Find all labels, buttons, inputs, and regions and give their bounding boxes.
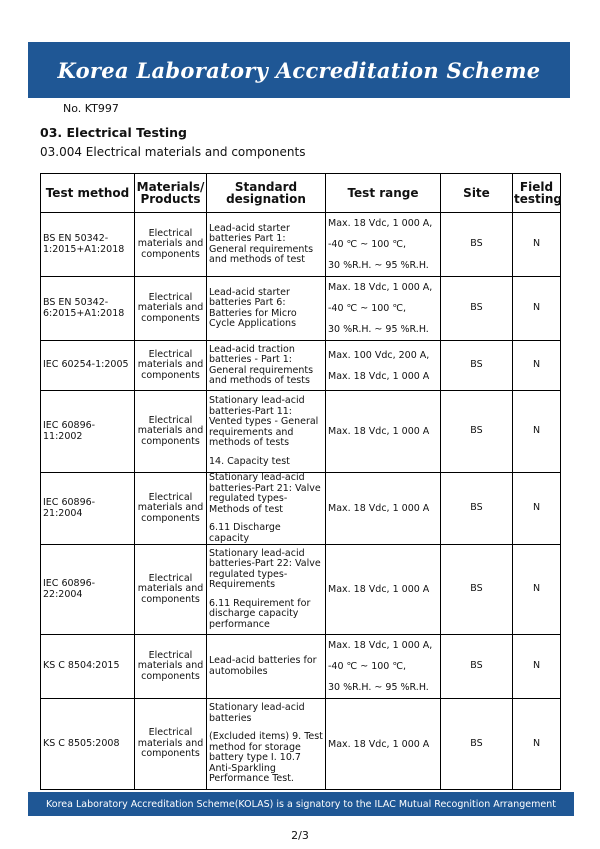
table-header-row [41, 174, 561, 213]
test-range-line: -40 ℃ ~ 100 ℃, [328, 239, 407, 250]
header-title: Korea Laboratory Accreditation Scheme [57, 57, 541, 83]
test-method-cell: IEC 60896-21:2004 [41, 473, 135, 545]
test-range-line: -40 ℃ ~ 100 ℃, [328, 661, 407, 672]
test-range-line: 30 %R.H. ~ 95 %R.H. [328, 682, 429, 693]
test-range-line: Max. 18 Vdc, 1 000 A, [328, 218, 433, 229]
accreditation-table [40, 173, 561, 790]
table-body [41, 213, 561, 790]
standard-title: Stationary lead-acid batteries-Part 11: Vented types - General requirements and methods of tests [209, 395, 319, 448]
site-cell: BS [441, 213, 513, 277]
standard-title: Lead-acid batteries for automobiles [209, 655, 317, 677]
test-range-cell [326, 699, 441, 790]
standard-note: 14. Capacity test [209, 455, 290, 467]
test-range-line: Max. 18 Vdc, 1 000 A [328, 370, 430, 382]
table-row [41, 277, 561, 341]
standard-note: 6.11 Discharge capacity [209, 522, 281, 544]
standard-title: Stationary lead-acid batteries [209, 702, 305, 724]
standard-title: Lead-acid starter batteries Part 6: Batteries for Micro Cycle Applications [209, 286, 297, 329]
materials-cell: Electrical materials and components [135, 635, 207, 699]
test-range-cell [326, 277, 441, 341]
site-cell: BS [441, 473, 513, 545]
field-testing-cell: N [513, 391, 561, 473]
standard-designation-cell [207, 213, 326, 277]
test-method-cell: KS C 8504:2015 [41, 635, 135, 699]
section-title: 03. Electrical Testing [40, 125, 188, 140]
test-range-line: Max. 18 Vdc, 1 000 A, [328, 282, 433, 293]
standard-designation-cell [207, 391, 326, 473]
site-cell: BS [441, 545, 513, 635]
standard-note: (Excluded items) 9. Test method for storage battery type I. 10.7 Anti-Sparkling Performance Test. [209, 731, 323, 785]
standard-title: Stationary lead-acid batteries-Part 21: Valve regulated types-Methods of test [209, 472, 321, 515]
table-row [41, 635, 561, 699]
materials-cell: Electrical materials and components [135, 699, 207, 790]
section-subtitle: 03.004 Electrical materials and components [40, 145, 306, 159]
header-banner [28, 42, 570, 98]
standard-title: Lead-acid traction batteries - Part 1: General requirements and methods of tests [209, 343, 314, 386]
table-row [41, 213, 561, 277]
test-range-cell [326, 341, 441, 391]
test-range-line: Max. 100 Vdc, 200 A, [328, 349, 430, 361]
standard-designation-cell [207, 699, 326, 790]
page-number: 2/3 [291, 829, 309, 842]
field-testing-cell: N [513, 635, 561, 699]
table-row [41, 699, 561, 790]
standard-designation-cell [207, 635, 326, 699]
header-site: Site [441, 174, 513, 213]
test-range-line: Max. 18 Vdc, 1 000 A, [328, 640, 433, 651]
footer-band [28, 792, 574, 816]
standard-title: Stationary lead-acid batteries-Part 22: Valve regulated types-Requirements [209, 547, 321, 591]
header-field-testing: Field testing [513, 174, 561, 213]
test-range-line: Max. 18 Vdc, 1 000 A [328, 738, 430, 750]
standard-title: Lead-acid starter batteries Part 1: General requirements and methods of test [209, 222, 314, 265]
table-row [41, 473, 561, 545]
site-cell: BS [441, 391, 513, 473]
materials-cell: Electrical materials and components [135, 277, 207, 341]
test-range-cell [326, 213, 441, 277]
field-testing-cell: N [513, 545, 561, 635]
field-testing-cell: N [513, 341, 561, 391]
materials-cell: Electrical materials and components [135, 213, 207, 277]
header-test-method: Test method [41, 174, 135, 213]
test-method-cell: IEC 60254-1:2005 [41, 341, 135, 391]
materials-cell: Electrical materials and components [135, 391, 207, 473]
field-testing-cell: N [513, 699, 561, 790]
site-cell: BS [441, 277, 513, 341]
test-range-line: Max. 18 Vdc, 1 000 A [328, 426, 430, 437]
table-row [41, 545, 561, 635]
site-cell: BS [441, 699, 513, 790]
standard-designation-cell [207, 545, 326, 635]
site-cell: BS [441, 635, 513, 699]
test-method-cell: IEC 60896-22:2004 [41, 545, 135, 635]
standard-note: 6.11 Requirement for discharge capacity performance [209, 597, 311, 630]
test-range-cell [326, 635, 441, 699]
document-number: No. KT997 [63, 102, 119, 115]
field-testing-cell: N [513, 213, 561, 277]
test-method-cell: BS EN 50342-6:2015+A1:2018 [41, 277, 135, 341]
test-range-cell [326, 391, 441, 473]
test-range-cell [326, 473, 441, 545]
table-row [41, 391, 561, 473]
test-range-line: 30 %R.H. ~ 95 %R.H. [328, 260, 429, 271]
table-row [41, 341, 561, 391]
test-method-cell: KS C 8505:2008 [41, 699, 135, 790]
test-method-cell: IEC 60896-11:2002 [41, 391, 135, 473]
materials-cell: Electrical materials and components [135, 473, 207, 545]
header-test-range: Test range [326, 174, 441, 213]
test-range-line: Max. 18 Vdc, 1 000 A [328, 503, 430, 514]
materials-cell: Electrical materials and components [135, 545, 207, 635]
test-method-cell: BS EN 50342-1:2015+A1:2018 [41, 213, 135, 277]
header-materials: Materials/ Products [135, 174, 207, 213]
test-range-cell [326, 545, 441, 635]
footer-note: Korea Laboratory Accreditation Scheme(KOLAS) is a signatory to the ILAC Mutual Recognition Arrangement [46, 798, 556, 810]
standard-designation-cell [207, 341, 326, 391]
test-range-line: -40 ℃ ~ 100 ℃, [328, 303, 407, 314]
test-range-line: 30 %R.H. ~ 95 %R.H. [328, 324, 429, 335]
site-cell: BS [441, 341, 513, 391]
materials-cell: Electrical materials and components [135, 341, 207, 391]
header-standard: Standard designation [207, 174, 326, 213]
field-testing-cell: N [513, 473, 561, 545]
standard-designation-cell [207, 277, 326, 341]
field-testing-cell: N [513, 277, 561, 341]
test-range-line: Max. 18 Vdc, 1 000 A [328, 584, 430, 595]
standard-designation-cell [207, 473, 326, 545]
